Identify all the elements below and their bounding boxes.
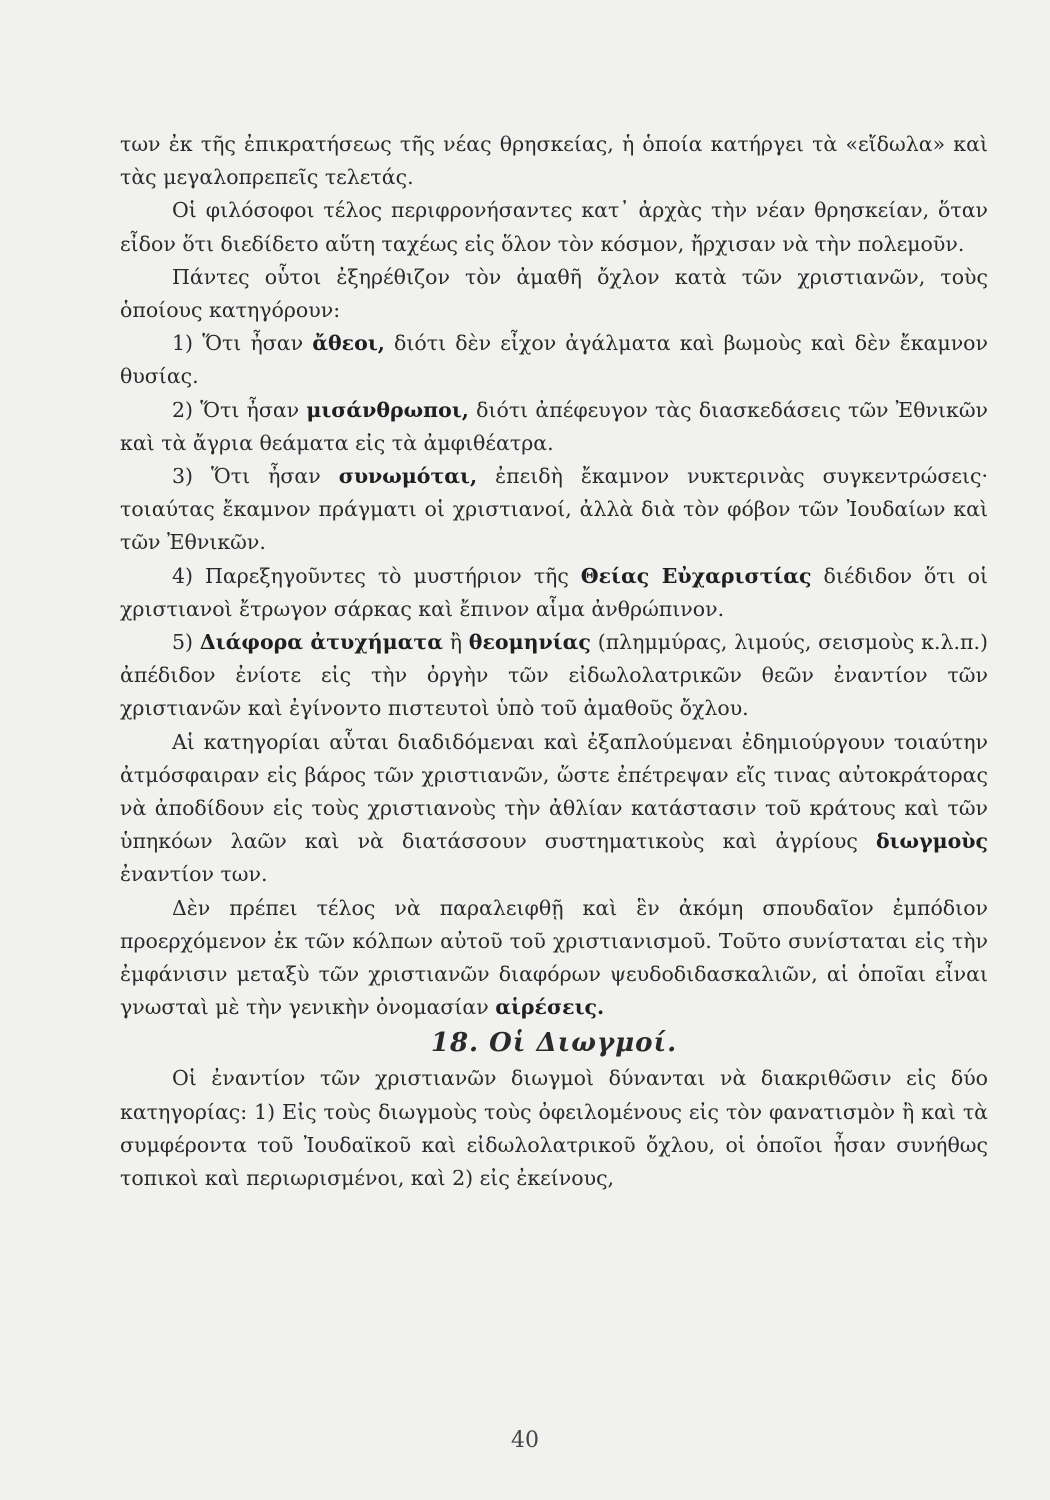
emphasis: διωγμοὺς	[875, 829, 988, 854]
emphasis: μισάνθρωποι,	[306, 397, 469, 422]
accusation-item-5: 5) Διάφορα ἀτυχήματα ἢ θεομηνίας (πλημμύρας, λιμούς, σεισμοὺς κ.λ.π.) ἀπέδιδον ἐνίοτε εἰς τὴν ὀργὴν τῶν εἰδωλολατρικῶν θεῶν ἐναντίον τῶν χριστιανῶν καὶ ἐγίνοντο πιστευτοὶ ὑπὸ τοῦ ἀμαθοῦς ὄχλου.	[120, 630, 988, 721]
paragraph: Πάντες οὗτοι ἐξηρέθιζον τὸν ἀμαθῆ ὄχλον κατὰ τῶν χριστιανῶν, τοὺς ὁποίους κατηγόρουν:	[120, 264, 988, 323]
accusation-item-3: 3) Ὅτι ἦσαν συνωμόται, ἐπειδὴ ἔκαμνον νυκτερινὰς συγκεντρώσεις· τοιαύτας ἔκαμνον πράγματι οἱ χριστιανοί, ἀλλὰ διὰ τὸν φόβον τῶν Ἰουδαίων καὶ τῶν Ἐθνικῶν.	[120, 464, 988, 555]
emphasis: συνωμόται,	[338, 464, 478, 489]
paragraph: Αἱ κατηγορίαι αὗται διαδιδόμεναι καὶ ἐξαπλούμεναι ἐδημιούργουν τοιαύτην ἀτμόσφαιραν εἰς βάρος τῶν χριστιανῶν, ὥστε ἐπέτρεψαν εἴς τινας αὐτοκράτορας νὰ ἀποδίδουν εἰς τοὺς χριστιανοὺς τὴν ἀθλίαν κατάστασιν τοῦ κράτους καὶ τῶν ὑπηκόων λαῶν καὶ νὰ διατάσσουν συστηματικοὺς καὶ ἀγρίους διωγμοὺς ἐναντίον των.	[120, 729, 988, 887]
accusation-item-1: 1) Ὅτι ἦσαν ἄθεοι, διότι δὲν εἶχον ἀγάλματα καὶ βωμοὺς καὶ δὲν ἔκαμνον θυσίας.	[120, 331, 988, 389]
paragraph: Οἱ ἐναντίον τῶν χριστιανῶν διωγμοὶ δύνανται νὰ διακριθῶσιν εἰς δύο κατηγορίας: 1) Εἰς τοὺς διωγμοὺς τοὺς ὀφειλομένους εἰς τὸν φανατισμὸν ἢ καὶ τὰ συμφέροντα τοῦ Ἰουδαϊκοῦ καὶ εἰδωλολατρικοῦ ὄχλου, οἱ ὁποῖοι ἦσαν συνήθως τοπικοὶ καὶ περιωρισμένοι, καὶ 2) εἰς ἐκείνους,	[120, 1066, 988, 1191]
emphasis: αἱρέσεις.	[495, 995, 605, 1020]
page-number: 40	[511, 1428, 539, 1453]
accusation-item-2: 2) Ὅτι ἦσαν μισάνθρωποι, διότι ἀπέφευγον τὰς διασκεδάσεις τῶν Ἐθνικῶν καὶ τὰ ἄγρια θεάματα εἰς τὰ ἀμφιθέατρα.	[120, 397, 989, 455]
emphasis: ἄθεοι,	[312, 331, 385, 356]
body-text	[120, 128, 988, 1195]
paragraph: Δὲν πρέπει τέλος νὰ παραλειφθῇ καὶ ἓν ἀκόμη σπουδαῖον ἐμπόδιον προερχόμενον ἐκ τῶν κόλπων αὐτοῦ τοῦ χριστιανισμοῦ. Τοῦτο συνίσταται εἰς τὴν ἐμφάνισιν μεταξὺ τῶν χριστιανῶν διαφόρων ψευδοδιδασκαλιῶν, αἱ ὁποῖαι εἶναι γνωσταὶ μὲ τὴν γενικὴν ὀνομασίαν αἱρέσεις.	[120, 895, 988, 1020]
section-heading: 18. Οἱ Διωγμοί.	[430, 1028, 678, 1059]
paragraph: των ἐκ τῆς ἐπικρατήσεως τῆς νέας θρησκείας, ἡ ὁποία κατήργει τὰ «εἴδωλα» καὶ τὰς μεγαλοπρεπεῖς τελετάς.	[120, 132, 988, 190]
emphasis: θεομηνίας	[468, 630, 591, 655]
emphasis: Θείας Εὐχαριστίας	[580, 563, 812, 588]
paragraph: Οἱ φιλόσοφοι τέλος περιφρονήσαντες κατ᾽ ἀρχὰς τὴν νέαν θρησκείαν, ὅταν εἶδον ὅτι διεδίδετο αὕτη ταχέως εἰς ὅλον τὸν κόσμον, ἤρχισαν νὰ τὴν πολεμοῦν.	[120, 198, 988, 256]
accusation-item-4: 4) Παρεξηγοῦντες τὸ μυστήριον τῆς Θείας Εὐχαριστίας διέδιδον ὅτι οἱ χριστιανοὶ ἔτρωγον σάρκας καὶ ἔπινον αἷμα ἀνθρώπινον.	[120, 563, 988, 621]
emphasis: Διάφορα ἀτυχήματα	[199, 630, 443, 655]
